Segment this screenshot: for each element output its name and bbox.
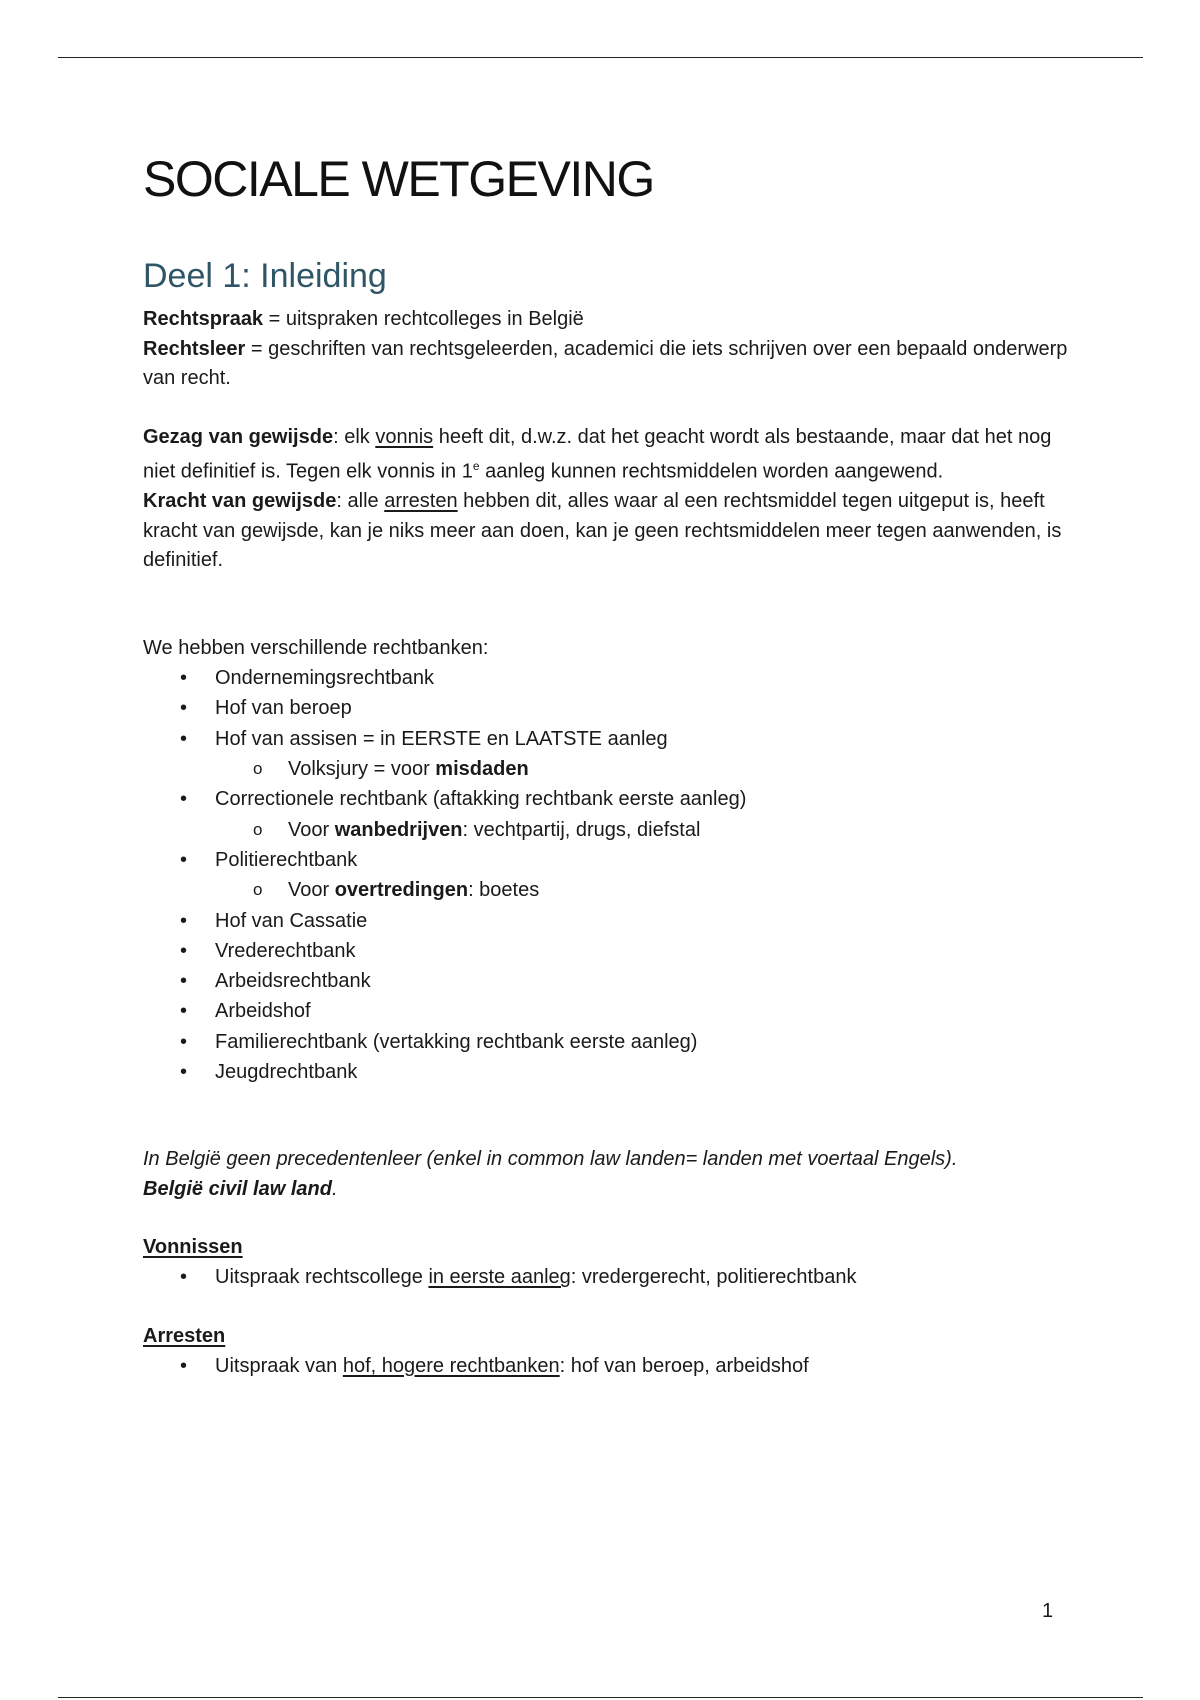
list-item: • Ondernemingsrechtbank xyxy=(143,663,1073,693)
definition-rechtsleer xyxy=(143,335,1073,394)
note-precedent: In België geen precedentenleer (enkel in common law landen= landen met voertaal Engels). xyxy=(143,1148,958,1171)
text-run: hebben dit, alles waar al een rechtsmiddel tegen uitgeput is, heeft kracht van gewijsde, kan je niks meer aan doen, kan je geen rechtsmiddelen meer tegen aanwenden, is definitief. xyxy=(143,490,1062,572)
text-run: Volksjury = voor xyxy=(288,758,436,781)
arresten-list xyxy=(143,1351,1073,1381)
text-run: aanleg kunnen rechtsmiddelen worden aangewend. xyxy=(479,460,944,483)
document-title: SOCIALE WETGEVING xyxy=(143,151,654,207)
spacer xyxy=(143,394,1073,423)
section-heading: Deel 1: Inleiding xyxy=(143,257,387,295)
underlined-text: in eerste aanleg xyxy=(428,1266,571,1289)
term-gezag: Gezag van gewijsde xyxy=(143,425,334,448)
definition-text: = uitspraken rechtcolleges in België xyxy=(263,308,584,330)
list-item xyxy=(143,1262,1073,1292)
page-number: 1 xyxy=(1042,1600,1054,1622)
term-kracht: Kracht van gewijsde xyxy=(143,490,337,513)
list-item: • Hof van Cassatie xyxy=(143,906,1073,936)
text-run: : boetes xyxy=(468,879,540,902)
list-item: • Correctionele rechtbank (aftakking rechtbank eerste aanleg) xyxy=(143,784,1073,814)
vonnissen-list xyxy=(143,1262,1073,1292)
list-item: • Hof van assisen = in EERSTE en LAATSTE aanleg xyxy=(143,724,1073,754)
text-run: : alle xyxy=(336,490,385,513)
text-run: . xyxy=(331,1177,338,1200)
spacer xyxy=(143,1087,1073,1145)
document-body xyxy=(143,140,1073,1381)
definition-rechtspraak xyxy=(143,305,1073,335)
text-run: Uitspraak rechtscollege xyxy=(215,1266,429,1289)
definition-text: = geschriften van rechtsgeleerden, academici die iets schrijven over een bepaald onderwerp van recht. xyxy=(143,337,1068,389)
underlined-text: hof, hogere rechtbanken xyxy=(342,1354,560,1377)
heading-vonnissen: Vonnissen xyxy=(143,1236,243,1259)
term-rechtspraak: Rechtspraak xyxy=(143,308,264,330)
list-item: • Arbeidshof xyxy=(143,996,1073,1026)
term-rechtsleer: Rechtsleer xyxy=(143,337,246,360)
bold-term: België civil law land xyxy=(143,1177,332,1200)
spacer xyxy=(143,1293,1073,1321)
spacer xyxy=(143,576,1073,634)
paragraph-kracht xyxy=(143,487,1073,576)
bold-term: wanbedrijven xyxy=(334,818,463,841)
heading-arresten: Arresten xyxy=(143,1324,226,1347)
text-run: : vredergerecht, politierechtbank xyxy=(570,1266,857,1289)
list-item: • Familierechtbank (vertakking rechtbank eerste aanleg) xyxy=(143,1027,1073,1057)
text-run: heeft dit, d.w.z. dat het geacht wordt als bestaande, maar dat het nog niet definitief is. Tegen elk vonnis in 1 xyxy=(143,425,1052,483)
text-run: Voor xyxy=(288,879,335,902)
sub-list-item xyxy=(143,875,1073,905)
header-rule xyxy=(58,57,1143,58)
paragraph-gezag xyxy=(143,423,1073,488)
spacer xyxy=(143,1204,1073,1232)
text-run: : vechtpartij, drugs, diefstal xyxy=(462,818,701,841)
list-item: • Politierechtbank xyxy=(143,845,1073,875)
underlined-arresten: arresten xyxy=(384,490,458,513)
list-item: • Jeugdrechtbank xyxy=(143,1057,1073,1087)
text-run: : hof van beroep, arbeidshof xyxy=(559,1354,809,1377)
text-run: : elk xyxy=(333,425,376,448)
text-run: Voor xyxy=(288,818,335,841)
sub-list-item xyxy=(143,815,1073,845)
note-civil-law xyxy=(143,1175,1073,1205)
list-item xyxy=(143,1351,1073,1381)
footer-rule xyxy=(58,1697,1143,1698)
list-item: • Hof van beroep xyxy=(143,693,1073,723)
list-item: • Arbeidsrechtbank xyxy=(143,966,1073,996)
bold-term: misdaden xyxy=(435,758,529,781)
sub-list-item xyxy=(143,754,1073,784)
courts-list xyxy=(143,663,1073,1087)
underlined-vonnis: vonnis xyxy=(375,425,434,448)
superscript: e xyxy=(472,459,480,473)
text-run: Uitspraak van xyxy=(215,1354,343,1377)
courts-intro: We hebben verschillende rechtbanken: xyxy=(143,636,489,659)
list-item: • Vrederechtbank xyxy=(143,936,1073,966)
bold-term: overtredingen xyxy=(334,879,469,902)
